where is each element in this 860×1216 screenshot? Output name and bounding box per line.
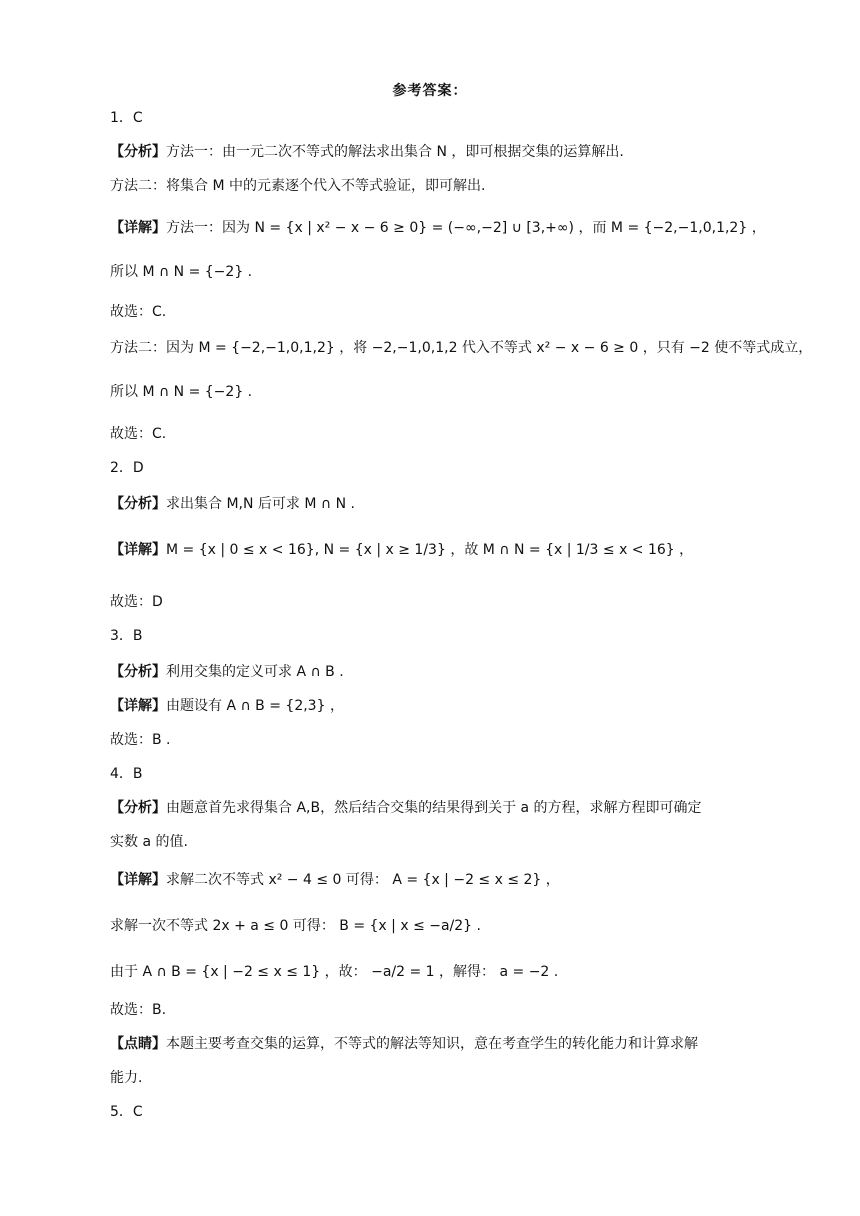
- page-title: 参考答案：: [392, 83, 468, 99]
- remark-line: 【点睛】本题主要考查交集的运算，不等式的解法等知识，意在考查学生的转化能力和计算求解: [110, 1036, 698, 1052]
- text-line: 方法二：将集合 M 中的元素逐个代入不等式验证，即可解出.: [110, 178, 486, 194]
- text-line: 故选：C.: [110, 426, 167, 442]
- text-line: 故选：B.: [110, 1002, 167, 1018]
- text-line: 故选：D: [110, 594, 163, 610]
- question-number: 4．B: [110, 766, 143, 782]
- analysis-line: 【分析】方法一：由一元二次不等式的解法求出集合 N ，即可根据交集的运算解出.: [110, 144, 624, 160]
- analysis-line: 【分析】求出集合 M,N 后可求 M ∩ N .: [110, 496, 355, 512]
- text-line: 能力.: [110, 1070, 143, 1086]
- text-line: 方法二：因为 M = {−2,−1,0,1,2} ，将 −2,−1,0,1,2 代入不等式 x² − x − 6 ≥ 0 ，只有 −2 使不等式成立，: [110, 340, 813, 356]
- text-line: 求解一次不等式 2x + a ≤ 0 可得： B = {x | x ≤ −a/2} .: [110, 918, 481, 934]
- question-number: 3．B: [110, 628, 143, 644]
- analysis-line: 【分析】由题意首先求得集合 A,B，然后结合交集的结果得到关于 a 的方程，求解方程即可确定: [110, 800, 702, 816]
- question-number: 2．D: [110, 460, 144, 476]
- text-line: 所以 M ∩ N = {−2} .: [110, 264, 253, 280]
- text-line: 所以 M ∩ N = {−2} .: [110, 384, 253, 400]
- text-line: 由于 A ∩ B = {x | −2 ≤ x ≤ 1} ，故： −a/2 = 1 ，解得： a = −2 .: [110, 964, 559, 980]
- detail-line: 【详解】求解二次不等式 x² − 4 ≤ 0 可得： A = {x | −2 ≤ x ≤ 2} ，: [110, 872, 560, 888]
- detail-line: 【详解】M = {x | 0 ≤ x < 16}, N = {x | x ≥ 1/3} ，故 M ∩ N = {x | 1/3 ≤ x < 16} ，: [110, 542, 694, 558]
- text-line: 故选：C.: [110, 304, 167, 320]
- question-number: 1．C: [110, 110, 143, 126]
- text-line: 实数 a 的值.: [110, 834, 188, 850]
- analysis-line: 【分析】利用交集的定义可求 A ∩ B .: [110, 664, 344, 680]
- question-number: 5．C: [110, 1104, 143, 1120]
- detail-line: 【详解】由题设有 A ∩ B = {2,3} ，: [110, 698, 344, 714]
- detail-line: 【详解】方法一：因为 N = {x | x² − x − 6 ≥ 0} = (−∞,−2] ∪ [3,+∞) ，而 M = {−2,−1,0,1,2} ，: [110, 220, 766, 236]
- text-line: 故选：B .: [110, 732, 171, 748]
